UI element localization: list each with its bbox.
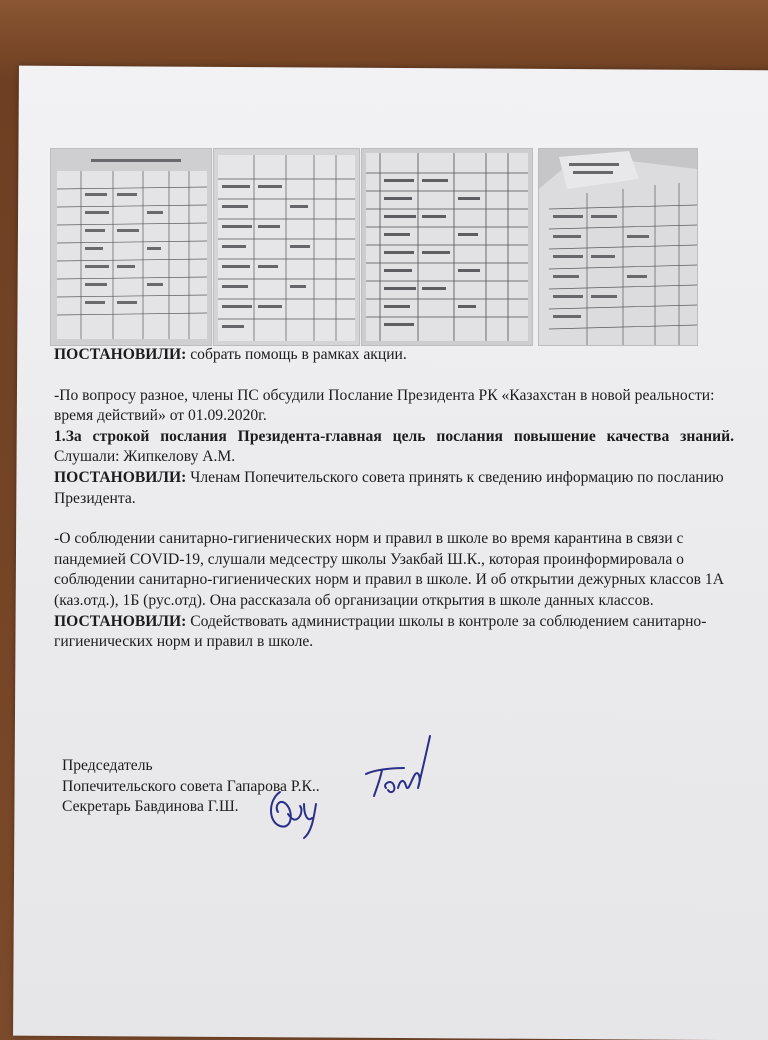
resolution-sanitary-control [54, 612, 734, 653]
photo-strip [50, 148, 696, 344]
resolution-label: ПОСТАНОВИЛИ: [54, 468, 187, 486]
secretary-name: Секретарь Бавдинова Г.Ш. [62, 798, 239, 816]
minutes-body [54, 345, 734, 653]
table-photo-3 [361, 148, 533, 346]
chairman-name: Попечительского совета Гапарова Р.К.. [62, 777, 320, 795]
resolution-note-address [54, 468, 734, 509]
resolution-text: Содействовать администрации школы в контроле за соблюдением санитарно-гигиенических норм и правил в школе. [54, 612, 707, 651]
heading-address-goal [54, 427, 734, 468]
resolution-text: собрать помощь в рамках акции. [186, 346, 407, 363]
chairman-handwritten-signature [360, 728, 440, 808]
resolution-collect-help [54, 345, 734, 366]
table-photo-4 [538, 148, 698, 346]
agenda-item-sanitary-norms: -О соблюдении санитарно-гигиенических норм и правил в школе во время карантина в связи с пандемией COVID-19, слушали медсестру школы Узакбай Ш.К., которая проинформировала о соблюдении санитарно-гигиенических норм и правил в школе. И об открытии дежурных классов 1А (каз.отд.), 1Б (рус.отд). Она рассказала об организации открытия в школе данных классов. [54, 530, 724, 609]
agenda-item-president-address: -По вопросу разное, члены ПС обсудили Послание Президента РК «Казахстан в новой реальности: время действий» от 01.09.2020г. [54, 386, 715, 425]
address-goal-heading: 1.За строкой послания Президента-главная цель послания повышение качества знаний. [54, 427, 734, 445]
table-photo-2 [213, 148, 360, 346]
address-goal-speaker: Слушали: Жипкелову А.М. [54, 448, 236, 466]
chairman-title: Председатель [62, 757, 153, 774]
resolution-label: ПОСТАНОВИЛИ: [54, 612, 187, 630]
secretary-handwritten-signature [262, 782, 342, 842]
resolution-text: Членам Попечительского совета принять к сведению информацию по посланию Президента. [54, 468, 724, 507]
resolution-label: ПОСТАНОВИЛИ: [54, 346, 187, 363]
table-photo-1 [50, 148, 212, 346]
